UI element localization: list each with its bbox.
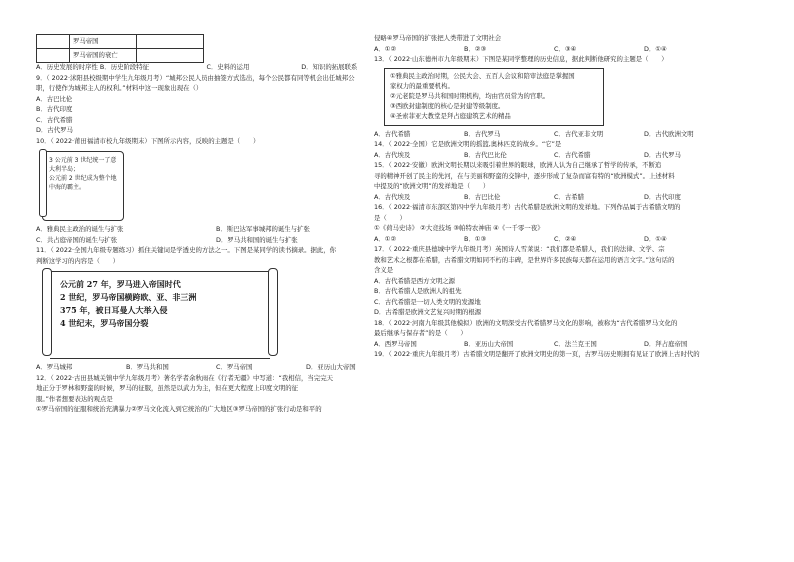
question-12-stem: 12．（ 2022·古田县城关镇中学九年级月考）著名学者余秋雨在《行者无疆》中写道：“我相信，当完完天: [36, 373, 333, 382]
option: C．共占庭帝国的诞生与扩张: [36, 235, 118, 244]
option: D．①④: [644, 44, 667, 53]
option: C．③④: [554, 44, 577, 53]
option: A．西罗马帝国: [374, 339, 417, 348]
question-13-info-box: [384, 68, 604, 126]
option: B．②③: [464, 44, 487, 53]
option: D．罗马共和国的诞生与扩张: [216, 235, 298, 244]
option: C．②④: [554, 234, 577, 243]
question-17-stem: 17．（ 2022·重庆县德城中学九年级月考）英国诗人雪莱说：“我们都是希腊人，我们的法律、文学、宗: [374, 245, 665, 253]
question-9-stem: 职，行使作为城邦主人的权利。”材料中这一现象出现在（）: [36, 84, 203, 92]
scroll-text: 公元前 27 年，罗马进入帝国时代: [60, 279, 181, 289]
question-19-stem: 19．（ 2022·重庆九年级月考）古希腊文明是翻开了欧洲文明史的第一页，古罗马历史则拥有见证了欧洲上古时代的: [374, 350, 700, 358]
option: A．古代希腊是西方文明之源: [374, 276, 456, 285]
option: D．古代欧洲文明: [644, 129, 694, 138]
question-11-options: [36, 363, 396, 374]
option: B．古代希腊人是欧洲人的祖先: [374, 287, 462, 295]
question-12-options: [374, 45, 734, 56]
question-9-stem: 9．（ 2022·沭阳县校级期中学生九年级月考）“城邦公民人员由抽签方式选出，每个公民都有同等机会出任城邦公: [36, 73, 355, 82]
right-column: [374, 34, 734, 361]
question-10-options: [36, 225, 396, 236]
scroll-text: 2 世纪，罗马帝国横跨欧、亚、非三洲: [60, 292, 197, 302]
option: D．古代罗马: [36, 126, 73, 134]
table-cell: 罗马帝国的衰亡: [70, 49, 137, 63]
option: B．罗马共和国: [126, 363, 169, 371]
question-16-stem: 是（ ）: [374, 213, 406, 222]
option: B．斯巴达军事城邦的诞生与扩张: [216, 225, 310, 233]
scroll-text: 公元前 2 世纪成为整个地: [49, 175, 117, 182]
scroll-text: 中海的霸主。: [49, 184, 86, 191]
box-text: ②元老院是罗马共和国时期机构，均由官员常为的官职。: [390, 91, 550, 100]
table-row: [37, 35, 204, 49]
question-8-table: [36, 34, 204, 63]
option: A．历史发展的时序性 B．历史阶段特征: [36, 63, 150, 71]
question-17-stem: 教和艺术之根都在希腊，古希腊文明如同不朽的丰碑，是世界许多民族每天都在运用的语言文字。”这句话的: [374, 255, 675, 264]
question-13-options: [374, 130, 734, 141]
option: D．①④: [644, 234, 667, 243]
option: A．①②: [374, 234, 397, 243]
box-text: 家权力的最重要机构。: [390, 81, 454, 90]
question-8-options: [36, 63, 396, 74]
question-15-stem: 15．（ 2022·安徽）欧洲文明长期以来吸引着世界的眼球，欧洲人认为自己继承了哲学的传承，不断追: [374, 161, 662, 169]
question-12-stem: 服。”作者想要表达的观点是: [36, 394, 113, 403]
option: A．罗马城邦: [36, 363, 73, 371]
option: D．古代印度: [644, 192, 681, 201]
option: A．雅典民主政治的诞生与扩张: [36, 225, 124, 233]
option: D．拜占庭帝国: [644, 339, 688, 348]
option: A．古巴比伦: [36, 94, 73, 103]
question-14-options: [374, 151, 734, 162]
option: B．古代罗马: [464, 129, 501, 138]
option: A．①②: [374, 44, 397, 53]
question-12-stem: 地正分于罗林和野蛮的时候，罗马的征服，虽然是以武力为主，但在更大程度上印度文明的征: [36, 384, 299, 392]
box-text: ③西欧封建制度的核心是封建等级制度。: [390, 101, 505, 110]
option: A．古代埃及: [374, 150, 411, 159]
box-text: ①雅典民主政治时期，公民大会、五百人会议和陪审法庭是掌握国: [390, 71, 575, 80]
option: B．古巴比伦: [464, 192, 501, 201]
option: B．①③: [464, 234, 487, 243]
question-12-stem: ①罗马帝国的征服和统治充满暴力②罗马文化流入到它统治的广大地区③罗马帝国的扩张行动是和平的: [36, 405, 322, 413]
left-column: [36, 34, 396, 416]
question-15-stem: 中提及的“欧洲文明”的发祥地是（ ）: [374, 182, 490, 190]
question-13-stem: 13．（ 2022·山东德州市九年级期末）下图是某同学整理的历史信息，据此判断他研究的主题是（ ）: [374, 55, 668, 63]
option: B．亚历山大帝国: [464, 339, 514, 348]
option: D．知识的拓展联系: [301, 63, 358, 71]
option: C．史料的运用: [206, 63, 250, 71]
question-12-stem: 侵略④罗马帝国的扩张把人类带进了文明社会: [374, 34, 502, 42]
question-10-options: [36, 236, 396, 247]
scroll-text: 4 世纪末，罗马帝国分裂: [60, 318, 149, 328]
option: D．亚历山大帝国: [306, 363, 356, 371]
option: C．古希腊: [554, 192, 585, 201]
option: C．罗马帝国: [216, 363, 253, 371]
option: B．古代巴比伦: [464, 150, 507, 159]
question-16-stem: ①《荷马史诗》 ②大竞技场 ③帕特农神庙 ④《一千零一夜》: [374, 224, 544, 232]
question-16-options: [374, 235, 734, 246]
question-17-stem: 含义是: [374, 266, 394, 274]
question-18-options: [374, 340, 734, 351]
scroll-text: 大利半岛；: [49, 166, 80, 173]
table-row: [37, 49, 204, 63]
option: A．古代希腊: [374, 129, 411, 138]
question-10-scroll-image: [42, 151, 124, 221]
option: B．古代印度: [36, 105, 73, 113]
scroll-text: 375 年，被日耳曼人大举入侵: [60, 305, 168, 315]
option: A．古代埃及: [374, 192, 411, 201]
question-10-stem: 10．（ 2022·莆田福清市校九年级期末）下图所示内容，反映的主题是（ ）: [36, 136, 260, 145]
question-14-stem: 14．（ 2022·全国）它是欧洲文明的摇篮,奥林匹克的故乡。“它”是: [374, 140, 562, 148]
box-text: ④圣索菲亚大教堂是拜占庭建筑艺术的精品: [390, 111, 511, 120]
question-15-options: [374, 193, 734, 204]
option: C．古代希腊: [36, 115, 73, 124]
question-18-stem: 18．（ 2022·河南九年级其他模拟）欧洲的文明深受古代希腊罗马文化的影响，被称为“古代希腊罗马文化的: [374, 318, 678, 327]
question-16-stem: 16．（ 2022·福清市东部区第四中学九年级月考）古代希腊是欧洲文明的发祥地。下列作品属于古希腊文明的: [374, 203, 681, 211]
table-cell: 罗马帝国: [70, 35, 137, 49]
question-11-stem: 判断这学习的内容是（ ）: [36, 256, 120, 265]
question-15-stem: 寻的精神开创了民主的先河，在与美丽和野蛮的交锋中，逐步形成了复杂而富有特的“欧洲模式”。上述材料: [374, 171, 675, 180]
option: D．古希腊是欧洲文艺复兴时期的根源: [374, 308, 482, 316]
option: D．古代罗马: [644, 150, 681, 159]
option: C．古代亚非文明: [554, 129, 604, 138]
question-11-scroll-image: [50, 271, 270, 359]
option: C．古代希腊: [554, 150, 591, 159]
option: C．古代希腊是一切人类文明的发源地: [374, 297, 481, 306]
question-18-stem: 最后继承与保存者”的是（ ）: [374, 329, 467, 337]
question-11-stem: 11．（ 2022·全国九年级专题练习）抓住关键词是学透史的方法之一。下图是某同学的读书摘录。据此，你: [36, 246, 337, 254]
option: C．法兰克王国: [554, 339, 597, 348]
scroll-text: 3 公元前 3 世纪统一了意: [49, 157, 117, 164]
